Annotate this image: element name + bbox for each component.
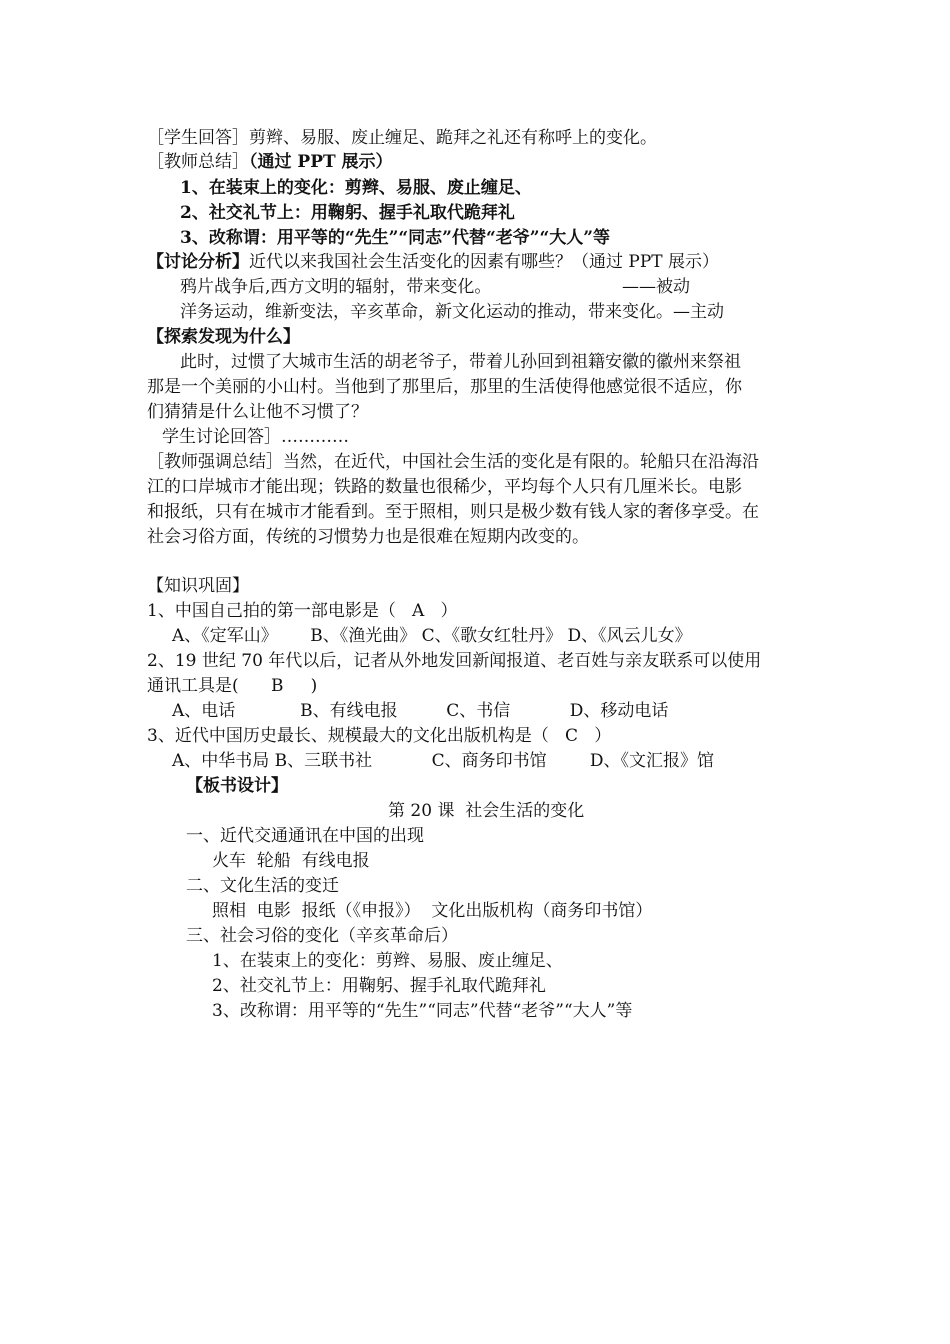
explore-paragraph-line: 那是一个美丽的小山村。当他到了那里后，那里的生活使得他感觉很不适应，你 xyxy=(147,377,742,397)
board-section-items: 照相 电影 报纸（《申报》） 文化出版机构（商务印书馆） xyxy=(212,901,653,921)
explore-label: 【探索发现为什么】 xyxy=(147,327,300,347)
board-label: 【板书设计】 xyxy=(186,776,288,796)
factor-active: 洋务运动，维新变法，辛亥革命，新文化运动的推动，带来变化。—主动 xyxy=(180,302,724,322)
summary-point: 3、改称谓：用平等的“先生”“同志”代替“老爷”“大人”等 xyxy=(180,228,611,248)
quiz-options: A、电话 B、有线电报 C、书信 D、移动电话 xyxy=(172,701,669,721)
teacher-emphasis-line: 江的口岸城市才能出现；铁路的数量也很稀少，平均每个人只有几厘米长。电影 xyxy=(147,477,742,497)
summary-point: 2、社交礼节上：用鞠躬、握手礼取代跪拜礼 xyxy=(180,203,515,223)
student-discuss: 学生讨论回答］………… xyxy=(162,427,349,447)
explore-paragraph-line: 此时，过惯了大城市生活的胡老爷子，带着儿孙回到祖籍安徽的徽州来祭祖 xyxy=(180,352,741,372)
quiz-question: 3、近代中国历史最长、规模最大的文化出版机构是（ C ） xyxy=(147,726,612,746)
discuss-question: 近代以来我国社会生活变化的因素有哪些？（通过 PPT 展示） xyxy=(249,252,720,272)
quiz-label: 【知识巩固】 xyxy=(147,576,249,596)
board-section: 一、近代交通通讯在中国的出现 xyxy=(186,826,424,846)
teacher-emphasis-line: 社会习俗方面，传统的习惯势力也是很难在短期内改变的。 xyxy=(147,527,589,547)
teacher-emphasis-line: 和报纸，只有在城市才能看到。至于照相，则只是极少数有钱人家的奢侈享受。在 xyxy=(147,502,759,522)
quiz-question: 通讯工具是( B ) xyxy=(147,676,318,696)
board-section: 三、社会习俗的变化（辛亥革命后） xyxy=(186,926,458,946)
discuss-label: 【讨论分析】 xyxy=(147,252,249,272)
explore-paragraph-line: 们猜猜是什么让他不习惯了？ xyxy=(147,402,368,422)
board-section-items: 火车 轮船 有线电报 xyxy=(212,851,370,871)
teacher-summary-label: ［教师总结］ xyxy=(147,152,249,172)
teacher-summary xyxy=(147,150,393,174)
board-section: 二、文化生活的变迁 xyxy=(186,876,339,896)
quiz-question: 1、中国自己拍的第一部电影是（ A ） xyxy=(147,601,458,621)
factor-passive-tag: ——被动 xyxy=(622,277,690,297)
summary-point: 1、在装束上的变化：剪辫、易服、废止缠足、 xyxy=(180,178,532,198)
board-section-item: 3、改称谓：用平等的“先生”“同志”代替“老爷”“大人”等 xyxy=(212,1001,633,1021)
teacher-emphasis-line: ［教师强调总结］当然，在近代，中国社会生活的变化是有限的。轮船只在沿海沿 xyxy=(147,452,759,472)
teacher-summary-ppt: （通过 PPT 展示） xyxy=(249,152,393,172)
board-section-item: 2、社交礼节上：用鞠躬、握手礼取代跪拜礼 xyxy=(212,976,546,996)
quiz-options: A、中华书局 B、三联书社 C、商务印书馆 D、《文汇报》馆 xyxy=(172,751,714,771)
board-title: 第 20 课 社会生活的变化 xyxy=(388,801,585,821)
discuss-analysis xyxy=(147,250,719,274)
factor-passive-text: 鸦片战争后,西方文明的辐射，带来变化。 xyxy=(180,277,492,297)
quiz-question: 2、19 世纪 70 年代以后，记者从外地发回新闻报道、老百姓与亲友联系可以使用 xyxy=(147,651,762,671)
student-answer: ［学生回答］剪辫、易服、废止缠足、跪拜之礼还有称呼上的变化。 xyxy=(147,128,657,148)
board-section-item: 1、在装束上的变化：剪辫、易服、废止缠足、 xyxy=(212,951,563,971)
quiz-options: A、《定军山》 B、《渔光曲》 C、《歌女红牡丹》 D、《风云儿女》 xyxy=(172,626,692,646)
